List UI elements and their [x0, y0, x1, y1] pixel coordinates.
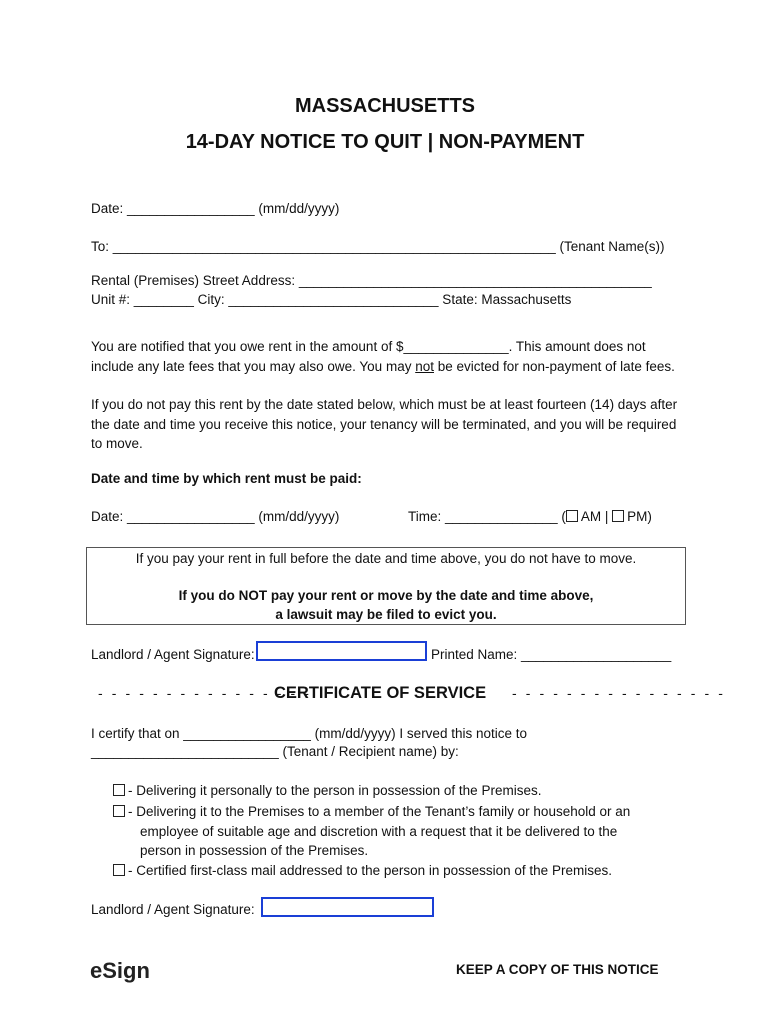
am-label: AM |: [580, 509, 609, 524]
payment-date-field[interactable]: Date: _________________ (mm/dd/yyyy): [91, 509, 340, 524]
certified-mail-label: - Certified first-class mail addressed to the person in possession of the Premises.: [128, 863, 612, 878]
keep-copy-notice: KEEP A COPY OF THIS NOTICE: [456, 962, 659, 977]
premises-address-field[interactable]: Rental (Premises) Street Address: _______________________________________________: [91, 273, 652, 288]
premises-delivery-label-end: person in possession of the Premises.: [140, 843, 369, 858]
pm-label: PM): [627, 509, 652, 524]
am-checkbox[interactable]: [566, 510, 578, 522]
tenant-name-field[interactable]: To: ___________________________________________________________ (Tenant Name(s)): [91, 239, 665, 254]
certified-mail-checkbox[interactable]: [113, 864, 125, 876]
document-title: 14-DAY NOTICE TO QUIT | NON-PAYMENT: [185, 131, 585, 153]
rent-owed-paragraph: [91, 337, 681, 376]
premises-delivery-label-cont: employee of suitable age and discretion with a request that it be delivered to the: [140, 824, 618, 839]
certify-date-field[interactable]: I certify that on _________________ (mm/dd/yyyy) I served this notice to: [91, 726, 527, 741]
signature-label: Landlord / Agent Signature:: [91, 647, 255, 662]
certificate-signature-label: Landlord / Agent Signature:: [91, 902, 255, 917]
service-option-mail: [113, 863, 612, 878]
warning-line-evict: a lawsuit may be filed to evict you.: [275, 607, 497, 622]
landlord-signature-field[interactable]: [256, 641, 427, 661]
premises-delivery-checkbox[interactable]: [113, 805, 125, 817]
personal-delivery-label: - Delivering it personally to the person in possession of the Premises.: [128, 783, 542, 798]
rent-owed-text-end: be evicted for non-payment of late fees.: [433, 358, 675, 374]
termination-paragraph: If you do not pay this rent by the date stated below, which must be at least fourteen (14) days after the date and time you receive this notice, your tenancy will be terminated, and you will be required to move.: [91, 397, 678, 451]
certificate-title: CERTIFICATE OF SERVICE: [274, 684, 487, 702]
pm-checkbox[interactable]: [612, 510, 624, 522]
not-emphasis: not: [415, 358, 434, 374]
esign-logo: eSign: [90, 958, 150, 983]
warning-line-pay: If you pay your rent in full before the date and time above, you do not have to move.: [135, 551, 637, 566]
date-field[interactable]: Date: _________________ (mm/dd/yyyy): [91, 201, 340, 216]
unit-city-state-field[interactable]: Unit #: ________ City: ____________________________ State: Massachusetts: [91, 292, 572, 307]
rent-owed-text: You are notified that you owe rent in the amount of $______________. This amount does not include any late fees that you may also owe. You may: [91, 339, 646, 374]
divider-left: - - - - - - - - - - - - - - - -: [98, 685, 312, 701]
certificate-signature-field[interactable]: [261, 897, 434, 917]
warning-line-lawsuit: If you do NOT pay your rent or move by the date and time above,: [178, 588, 594, 603]
payment-deadline-heading: Date and time by which rent must be paid:: [91, 471, 362, 486]
service-option-personal: [113, 783, 541, 798]
divider-right: - - - - - - - - - - - - - - - -: [512, 685, 726, 701]
personal-delivery-checkbox[interactable]: [113, 784, 125, 796]
printed-name-field[interactable]: Printed Name: ____________________: [431, 647, 672, 662]
payment-time-label: Time: _______________ (: [408, 509, 566, 524]
service-option-premises: [113, 804, 630, 819]
document-title-state: MASSACHUSETTS: [294, 95, 475, 117]
warning-box: [86, 547, 686, 625]
payment-time-field[interactable]: [408, 509, 652, 524]
premises-delivery-label: - Delivering it to the Premises to a member of the Tenant’s family or household or an: [128, 804, 631, 819]
recipient-name-field[interactable]: _________________________ (Tenant / Recipient name) by:: [91, 744, 459, 759]
